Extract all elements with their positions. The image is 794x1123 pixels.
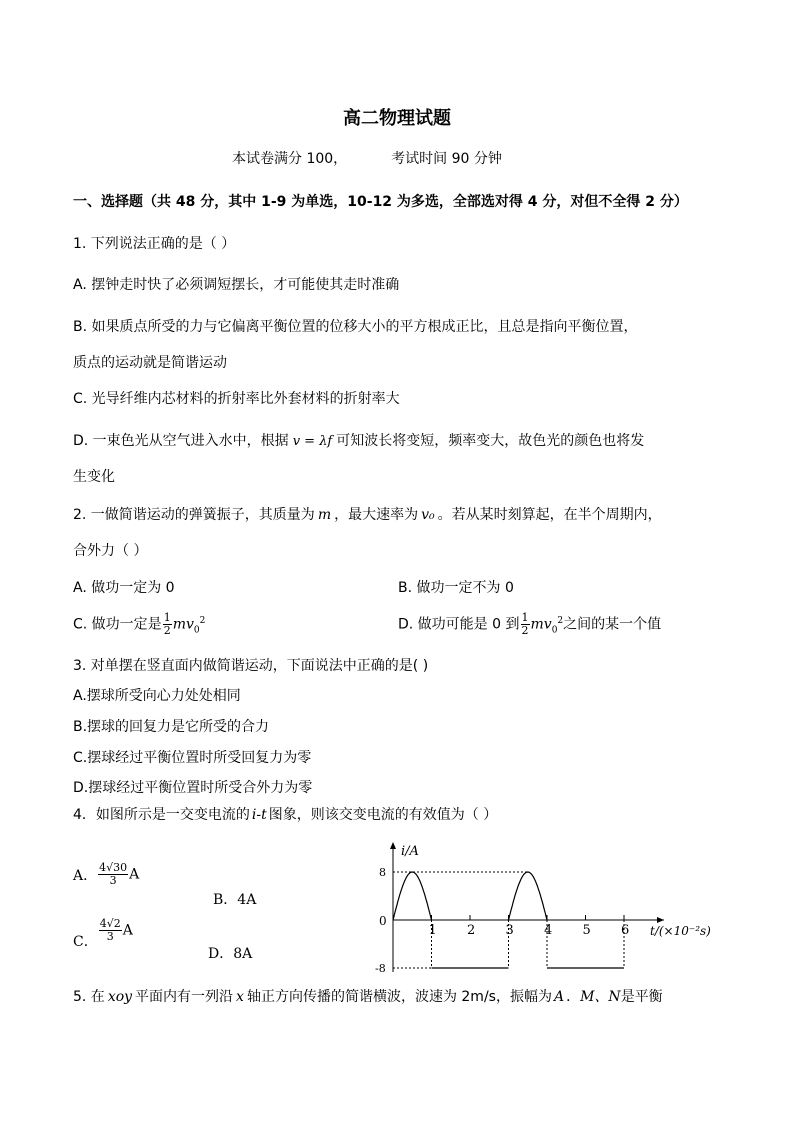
q4-a-unit: A	[129, 866, 140, 883]
y-axis-arrow	[390, 842, 396, 849]
it-symbol: i-t	[251, 807, 267, 823]
q2-c-text: C. 做功一定是	[73, 616, 162, 633]
q2-option-c	[73, 612, 205, 637]
mass-symbol: m	[317, 507, 332, 523]
y-axis-label: i/A	[401, 844, 419, 859]
frac-den: 2	[163, 624, 171, 637]
q1-option-d-line1	[73, 430, 644, 450]
x-symbol: x	[236, 989, 244, 1005]
q4-c-num: 4√2	[99, 917, 121, 930]
frac-num: 1	[521, 611, 529, 624]
q4-c-fraction	[99, 918, 122, 943]
half-sine-pulse	[509, 872, 548, 920]
q3-option-a: A.摆球所受向心力处处相同	[73, 688, 241, 704]
y-tick-label: -8	[375, 962, 386, 974]
q3-option-c: C.摆球经过平衡位置时所受回复力为零	[73, 750, 312, 766]
q1-option-c: C. 光导纤维内芯材料的折射率比外套材料的折射率大	[73, 391, 400, 407]
q2-stem-line1	[73, 504, 662, 524]
velocity-symbol: v₀	[421, 507, 435, 523]
half-fraction	[521, 612, 530, 637]
q2-option-d	[398, 612, 661, 637]
sub-zero: 0	[551, 625, 558, 636]
section-heading: 一、选择题（共 48 分，其中 1-9 为单选，10-12 为多选，全部选对得 4 分，对但不全得 2 分）	[73, 194, 688, 210]
x-tick-label: 4	[544, 923, 553, 938]
it-graph	[360, 838, 720, 974]
exam-info	[232, 148, 502, 168]
score-info: 本试卷满分 100，	[232, 151, 348, 167]
q2-text-b: ，最大速率为	[334, 507, 419, 523]
mn-symbol: M、N	[580, 989, 621, 1005]
y-tick-label: 8	[379, 866, 386, 879]
q2-option-b: B. 做功一定不为 0	[398, 580, 514, 596]
amplitude-symbol: A	[553, 989, 565, 1005]
q5-text-d: ．	[566, 989, 581, 1005]
q1-d-text-b: 可知波长将变短，频率变大，故色光的颜色也将发	[336, 433, 645, 449]
q3-option-d: D.摆球经过平衡位置时所受合外力为零	[73, 780, 313, 796]
q1-stem: 1. 下列说法正确的是（ ）	[73, 236, 236, 252]
page-title: 高二物理试题	[343, 108, 451, 129]
x-tick-label: 2	[467, 923, 476, 938]
q3-option-b: B.摆球的回复力是它所受的合力	[73, 719, 270, 735]
q4-c-label: C．	[73, 934, 98, 950]
time-info: 考试时间 90 分钟	[391, 151, 502, 167]
wave-formula: v = λf	[292, 434, 333, 449]
q4-a-den: 3	[109, 874, 117, 887]
q5-text-b: 平面内有一列沿	[135, 989, 234, 1005]
q4-text-b: 图象，则该交变电流的有效值为（ ）	[268, 807, 498, 823]
x-tick-label: 5	[582, 923, 591, 938]
q4-c-unit: A	[122, 922, 133, 939]
q2-d-text-b: 之间的某一个值	[563, 616, 662, 633]
q1-d-text-a: D. 一束色光从空气进入水中，根据	[73, 433, 289, 449]
q1-option-b-line2: 质点的运动就是简谐运动	[73, 355, 227, 371]
mv-symbol: mv	[172, 616, 194, 633]
q4-text-a: 4．如图所示是一交变电流的	[73, 807, 250, 823]
origin-label: 0	[379, 914, 387, 928]
frac-den: 2	[521, 624, 529, 637]
q1-option-b-line1: B. 如果质点所受的力与它偏离平衡位置的位移大小的平方根成正比，且总是指向平衡位置，	[73, 319, 638, 335]
q5-text-e: 是平衡	[620, 989, 663, 1005]
x-tick-label: 3	[505, 923, 514, 938]
frac-num: 1	[163, 611, 171, 624]
q5-stem	[73, 986, 663, 1006]
q4-option-d: D．8A	[208, 946, 253, 962]
xoy-symbol: xoy	[107, 989, 133, 1005]
graph-labels	[375, 844, 711, 974]
q4-stem	[73, 804, 497, 824]
q1-option-a: A. 摆钟走时快了必须调短摆长，才可能使其走时准确	[73, 277, 400, 293]
q4-c-den: 3	[106, 930, 114, 943]
sup-two: 2	[199, 615, 206, 626]
q2-d-text-a: D. 做功可能是 0 到	[398, 616, 520, 633]
q2-option-a: A. 做功一定为 0	[73, 580, 175, 596]
q4-option-a	[73, 862, 139, 887]
q5-text-c: 轴正方向传播的简谐横波，波速为 2m/s，振幅为	[246, 989, 552, 1005]
q4-option-b: B．4A	[213, 892, 257, 908]
mv-symbol: mv	[530, 616, 552, 633]
x-axis-arrow	[657, 917, 664, 923]
q1-option-d-line2: 生变化	[73, 469, 115, 485]
q4-a-label: A．	[73, 868, 98, 884]
q3-stem: 3. 对单摆在竖直面内做简谐运动，下面说法中正确的是( )	[73, 658, 429, 674]
x-axis-label: t/(×10⁻²s)	[650, 924, 711, 938]
q5-text-a: 5. 在	[73, 989, 105, 1005]
x-tick-label: 6	[621, 923, 630, 938]
q2-text-a: 2. 一做简谐运动的弹簧振子，其质量为	[73, 507, 315, 523]
half-fraction	[163, 612, 172, 637]
q4-option-c	[73, 917, 133, 950]
x-tick-label: 1	[428, 923, 437, 938]
sup-two: 2	[557, 615, 564, 626]
q2-stem-line2: 合外力（ ）	[73, 543, 148, 559]
half-sine-pulse	[393, 872, 432, 920]
sub-zero: 0	[193, 625, 200, 636]
q4-a-num: 4√30	[99, 861, 128, 874]
q2-text-c: 。若从某时刻算起，在半个周期内，	[437, 507, 662, 523]
q4-a-fraction	[98, 862, 128, 887]
